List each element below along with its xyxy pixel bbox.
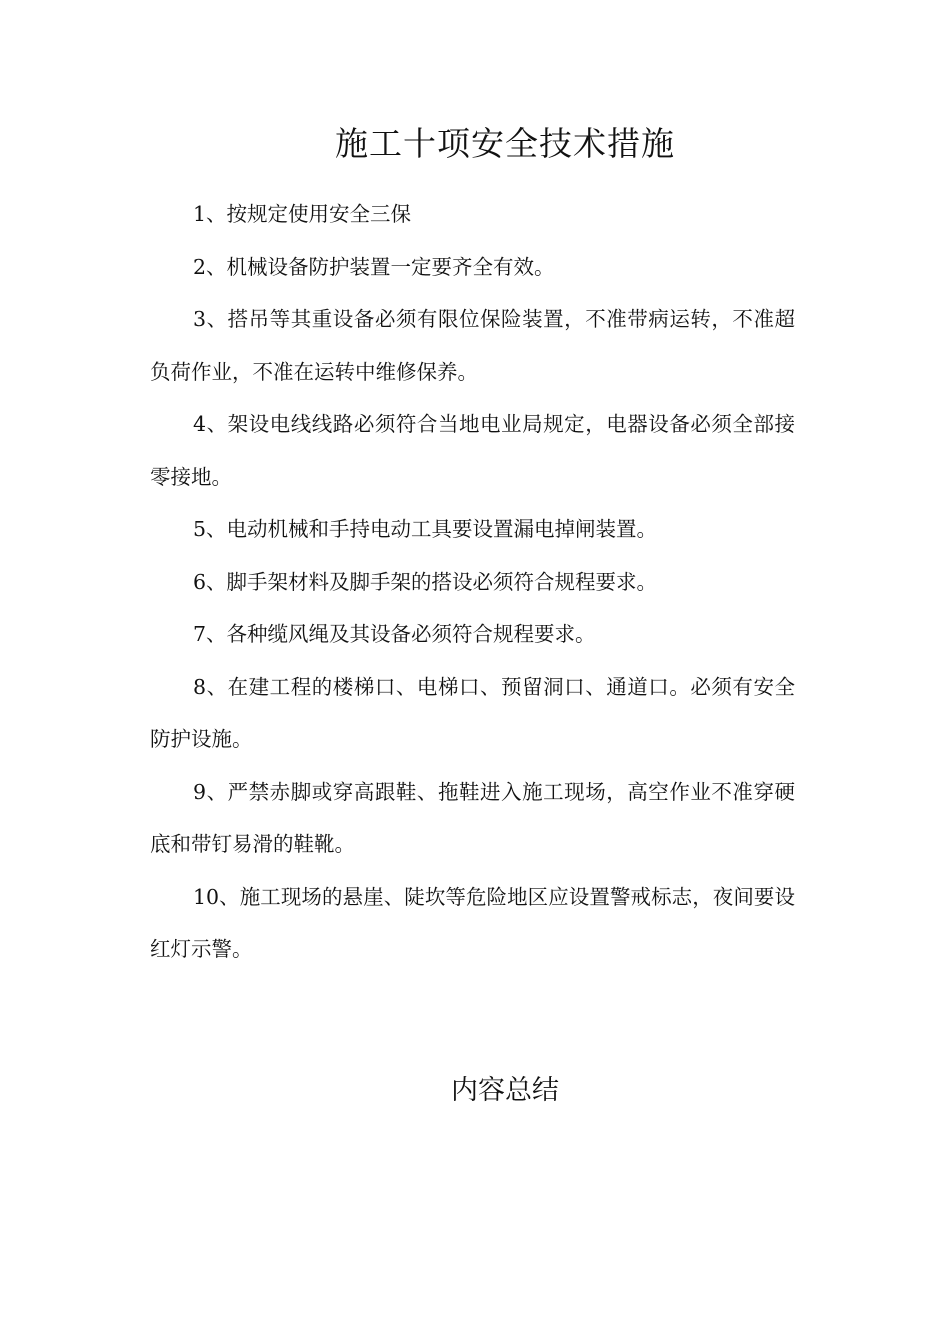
measure-item-9: 9、严禁赤脚或穿高跟鞋、拖鞋进入施工现场，高空作业不准穿硬底和带钉易滑的鞋靴。 — [150, 779, 795, 856]
measure-item-10: 10、施工现场的悬崖、陡坎等危险地区应设置警戒标志，夜间要设红灯示警。 — [150, 884, 795, 961]
document-title: 施工十项安全技术措施 — [335, 124, 675, 163]
measure-item-7: 7、各种缆风绳及其设备必须符合规程要求。 — [193, 622, 596, 646]
measures-list — [150, 188, 795, 976]
measure-item-1: 1、按规定使用安全三保 — [193, 202, 412, 226]
summary-heading: 内容总结 — [451, 1075, 559, 1106]
measure-item-5: 5、电动机械和手持电动工具要设置漏电掉闸装置。 — [193, 517, 658, 541]
measure-item-8: 8、在建工程的楼梯口、电梯口、预留洞口、通道口。必须有安全防护设施。 — [150, 674, 795, 751]
measure-item-4: 4、架设电线线路必须符合当地电业局规定，电器设备必须全部接零接地。 — [150, 412, 795, 489]
measure-item-3: 3、搭吊等其重设备必须有限位保险装置，不准带病运转，不准超负荷作业，不准在运转中维修保养。 — [150, 307, 795, 384]
measure-item-6: 6、脚手架材料及脚手架的搭设必须符合规程要求。 — [193, 569, 658, 594]
measure-item-2: 2、机械设备防护装置一定要齐全有效。 — [193, 254, 555, 279]
